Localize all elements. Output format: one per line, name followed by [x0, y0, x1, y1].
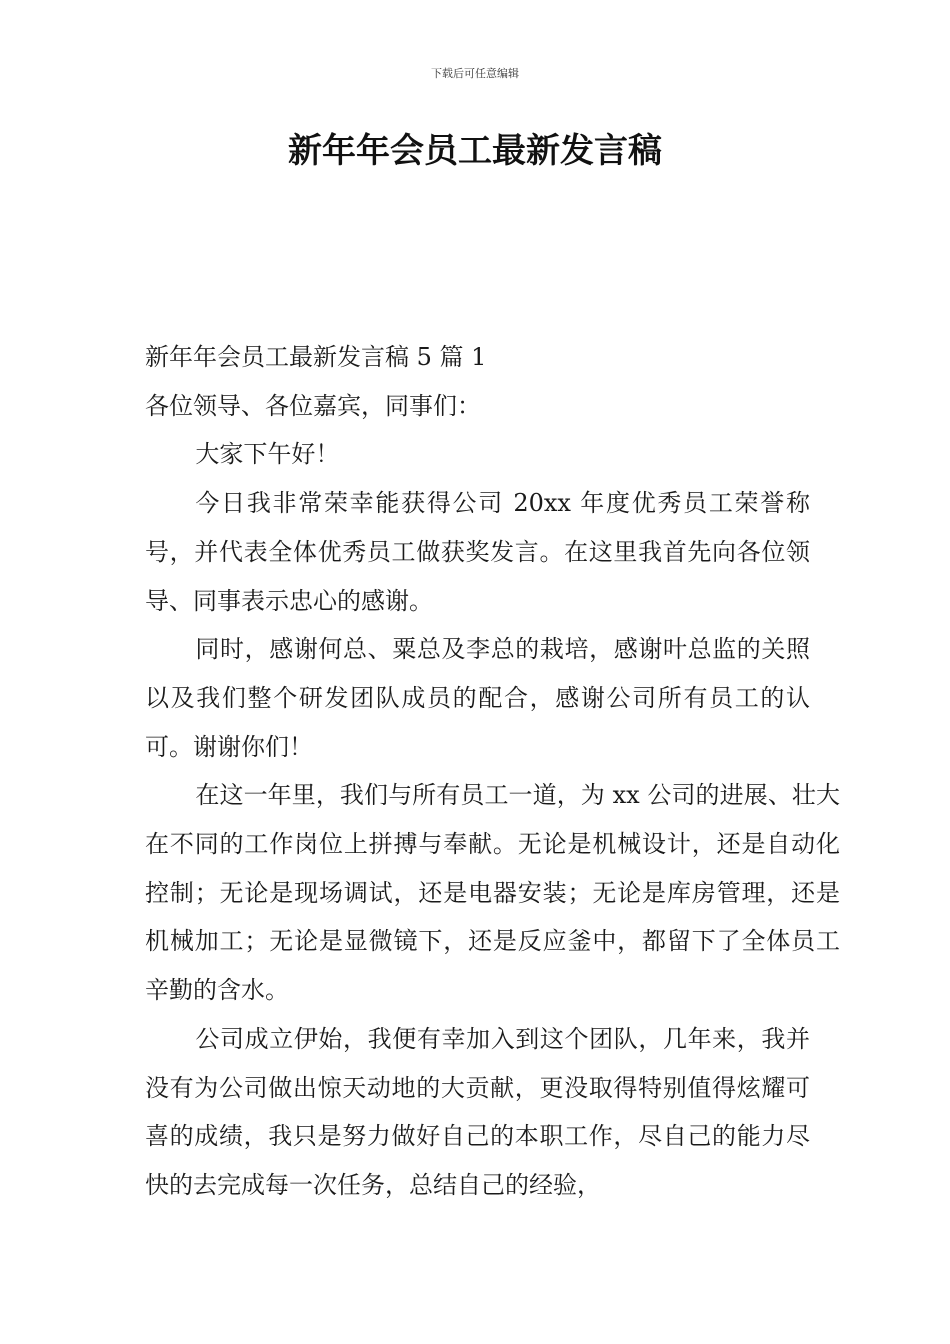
greeting: 大家下午好！ [195, 440, 340, 469]
paragraph: 今日我非常荣幸能获得公司 20xx 年度优秀员工荣誉称号，并代表全体优秀员工做获奖发言。在这里我首先向各位领导、同事表示忠心的感谢。 [145, 489, 810, 615]
paragraph: 在这一年里，我们与所有员工一道，为 xx 公司的进展、壮大在不同的工作岗位上拼搏与奉献。无论是机械设计，还是自动化控制；无论是现场调试，还是电器安装；无论是库房管理，还是机械加工；无论是显微镜下，还是反应釜中，都留下了全体员工辛勤的含水。 [145, 781, 840, 1005]
document-title: 新年年会员工最新发言稿 [288, 131, 662, 171]
page-header-note: 下载后可任意编辑 [431, 67, 519, 80]
paragraph: 公司成立伊始，我便有幸加入到这个团队，几年来，我并没有为公司做出惊天动地的大贡献，更没取得特别值得炫耀可喜的成绩，我只是努力做好自己的本职工作，尽自己的能力尽快的去完成每一次任务，总结自己的经验， [145, 1024, 810, 1199]
paragraph: 同时，感谢何总、粟总及李总的栽培，感谢叶总监的关照以及我们整个研发团队成员的配合，感谢公司所有员工的认可。谢谢你们！ [145, 635, 810, 761]
document-body [145, 333, 840, 1210]
salutation: 各位领导、各位嘉宾，同事们： [145, 391, 481, 420]
subheading: 新年年会员工最新发言稿 5 篇 1 [145, 343, 487, 371]
